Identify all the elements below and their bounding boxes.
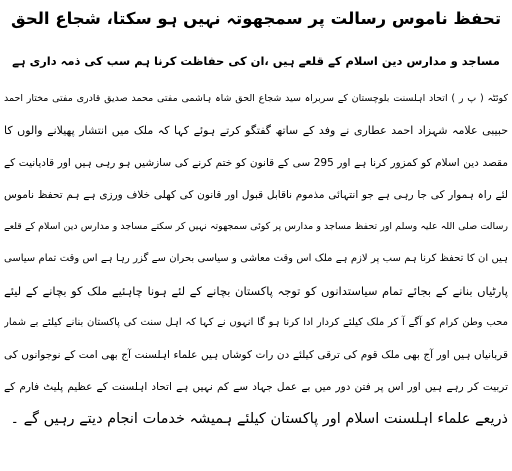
body-line: ہیں ان کا تحفظ کرنا ہم سب پر لازم ہے ملک اس وقت معاشی و سیاسی بحران سے گزر رہا ہے اس وقت تمام سیاسی: [4, 253, 508, 264]
body-line: تربیت کر رہے ہیں اور اس پر فتن دور میں بے عمل جہاد سے کم نہیں ہے اتحاد اہلسنت کے عظیم پلیٹ فارم کے: [4, 381, 508, 393]
body-line: ذریعے علماء اہلسنت اسلام اور پاکستان کیلئے ہمیشہ خدمات انجام دیتے رہیں گے ۔: [10, 411, 508, 427]
body-line: رسالت صلی اللہ علیہ وسلم اور تحفظ مساجد و مدارس پر کوئی سمجھوتہ نہیں کر سکتے مساجد و مدارس دین اسلام کے قلعے: [4, 221, 508, 232]
body-line: کوئٹہ ( پ ر ) اتحاد اہلسنت بلوچستان کے سربراہ سید شجاع الحق شاہ ہاشمی مفتی محمد صدیق قادری مفتی مختار احمد: [4, 93, 508, 104]
body-line: لئے راہ ہموار کی جا رہی ہے جو انتہائی مذموم ناقابل قبول اور قانون کی کھلی خلاف ورزی ہے ہم تحفظ ناموس: [4, 189, 508, 201]
body-line: قربانیاں ہیں اور آج بھی ملک قوم کی ترقی کیلئے دن رات کوشاں ہیں علماء اہلسنت آج بھی امت کے نوجوانوں کی: [4, 349, 508, 361]
headline: تحفظ ناموس رسالت پر سمجھوتہ نہیں ہو سکتا، شجاع الحق: [10, 9, 502, 28]
body-line: پارٹیاں بنانے کے بجائے تمام سیاستدانوں کو توجہ پاکستان بچانے کے لئے ہونا چاہئیے ملک کو بچانے کے لیئے: [4, 284, 508, 298]
subheadline: مساجد و مدارس دین اسلام کے قلعے ہیں ،ان کی حفاظت کرنا ہم سب کی ذمہ داری ہے: [12, 54, 500, 68]
body-line: مقصد دین اسلام کو کمزور کرنا ہے اور 295 سی کے قانون کو ختم کرنے کی سازشیں ہو رہی ہیں اور قادیانیت کے: [4, 157, 508, 169]
body-line: حبیبی علامہ شہزاد احمد عطاری نے وفد کے ساتھ گفتگو کرتے ہوئے کہا کہ ملک میں انتشار پھیلانے والوں کا: [4, 124, 508, 137]
body-line: محب وطن کرام کو آگے آ کر ملک کیلئے کردار ادا کرنا ہو گا انہوں نے کہا کہ اہل سنت کی پاکستان بنانے کیلئے بے شمار: [4, 317, 508, 328]
